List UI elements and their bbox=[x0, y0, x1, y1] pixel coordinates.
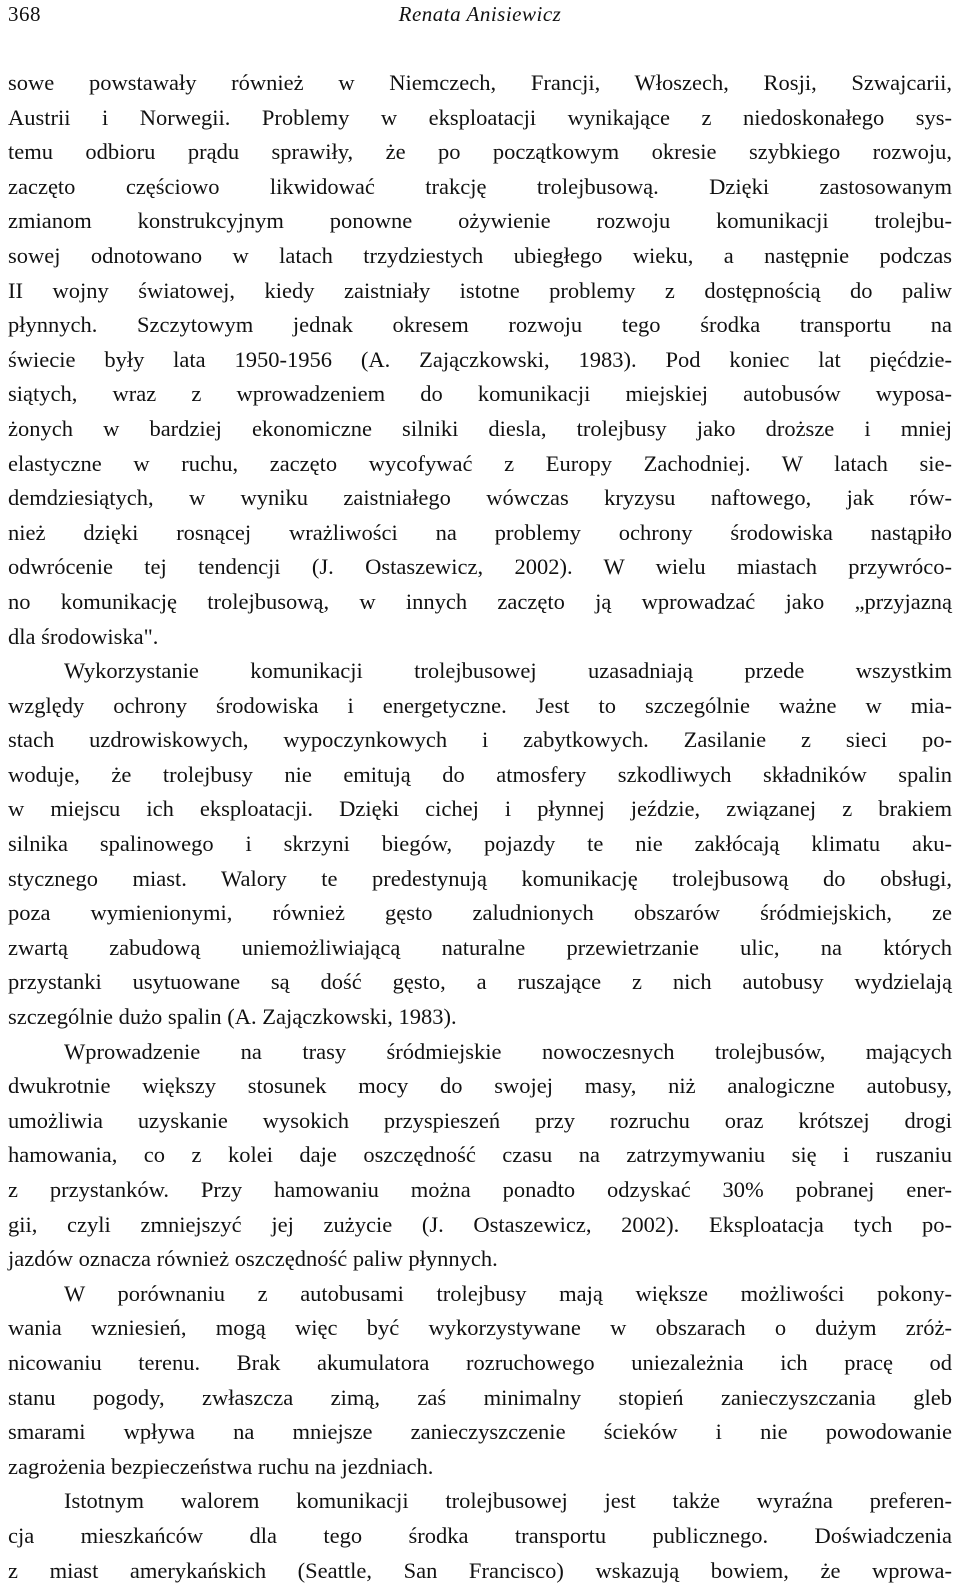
text-line: W porównaniu z autobusami trolejbusy mają większe możliwości pokony- bbox=[64, 1280, 952, 1306]
text-line: dwukrotnie większy stosunek mocy do swojej masy, niż analogiczne autobusy, bbox=[8, 1073, 952, 1099]
text-line: hamowania, co z kolei daje oszczędność czasu na zatrzymywaniu się i ruszaniu bbox=[8, 1142, 952, 1168]
text-line: jazdów oznacza również oszczędność paliw płynnych. bbox=[8, 1246, 498, 1272]
text-line: Istotnym walorem komunikacji trolejbusowej jest także wyraźna preferen- bbox=[64, 1488, 952, 1514]
body-text bbox=[8, 66, 952, 1588]
text-line: zaczęto częściowo likwidować trakcję trolejbusową. Dzięki zastosowanym bbox=[8, 173, 952, 199]
text-line: elastyczne w ruchu, zaczęto wycofywać z Europy Zachodniej. W latach sie- bbox=[8, 450, 952, 476]
text-line: wania wzniesień, mogą więc być wykorzystywane w obszarach o dużym zróż- bbox=[8, 1315, 952, 1341]
text-line: nicowaniu terenu. Brak akumulatora rozruchowego uniezależnia ich pracę od bbox=[8, 1349, 952, 1375]
text-line: II wojny światowej, kiedy zaistniały istotne problemy z dostępnością do paliw bbox=[8, 277, 952, 303]
page-header bbox=[8, 0, 952, 32]
text-line: siątych, wraz z wprowadzeniem do komunikacji miejskiej autobusów wyposa- bbox=[8, 381, 952, 407]
text-line: przystanki usytuowane są dość gęsto, a ruszające z nich autobusy wydzielają bbox=[8, 969, 952, 995]
text-line: płynnych. Szczytowym jednak okresem rozwoju tego środka transportu na bbox=[8, 312, 952, 338]
text-line: no komunikację trolejbusową, w innych zaczęto ją wprowadzać jako „przyjazną bbox=[8, 588, 952, 614]
running-head: Renata Anisiewicz bbox=[398, 2, 562, 26]
text-line: umożliwia uzyskanie wysokich przyspieszeń przy rozruchu oraz krótszej drogi bbox=[8, 1107, 952, 1133]
text-line: nież dzięki rosnącej wrażliwości na problemy ochrony środowiska nastąpiło bbox=[8, 519, 952, 545]
text-line: stach uzdrowiskowych, wypoczynkowych i zabytkowych. Zasilanie z sieci po- bbox=[8, 727, 952, 753]
text-line: odwrócenie tej tendencji (J. Ostaszewicz, 2002). W wielu miastach przywróco- bbox=[8, 554, 952, 580]
text-line: dla środowiska". bbox=[8, 623, 159, 649]
text-line: gii, czyli zmniejszyć jej zużycie (J. Ostaszewicz, 2002). Eksploatacja tych po- bbox=[8, 1211, 952, 1237]
text-line: smarami wpływa na mniejsze zanieczyszczenie ścieków i nie powodowanie bbox=[8, 1419, 952, 1445]
text-line: zmianom konstrukcyjnym ponowne ożywienie rozwoju komunikacji trolejbu- bbox=[8, 208, 952, 234]
text-line: zwartą zabudową uniemożliwiającą naturalne przewietrzanie ulic, na których bbox=[8, 934, 952, 960]
text-line: sowej odnotowano w latach trzydziestych ubiegłego wieku, a następnie podczas bbox=[8, 242, 952, 268]
text-line: cja mieszkańców dla tego środka transportu publicznego. Doświadczenia bbox=[8, 1522, 952, 1548]
text-line: Austrii i Norwegii. Problemy w eksploatacji wynikające z niedoskonałego sys- bbox=[8, 104, 952, 130]
text-line: z przystanków. Przy hamowaniu można ponadto odzyskać 30% pobranej ener- bbox=[8, 1177, 952, 1202]
text-line: stanu pogody, zwłaszcza zimą, zaś minimalny stopień zanieczyszczania gleb bbox=[8, 1384, 952, 1410]
text-line: żonych w bardziej ekonomiczne silniki diesla, trolejbusy jako droższe i mniej bbox=[8, 415, 952, 441]
text-line: szczególnie dużo spalin (A. Zajączkowski, 1983). bbox=[8, 1004, 457, 1030]
text-line: Wykorzystanie komunikacji trolejbusowej uzasadniają przede wszystkim bbox=[64, 658, 952, 684]
text-line: demdziesiątych, w wyniku zaistniałego wówczas kryzysu naftowego, jak rów- bbox=[8, 485, 952, 511]
text-line: Wprowadzenie na trasy śródmiejskie nowoczesnych trolejbusów, mających bbox=[64, 1038, 952, 1064]
text-line: silnika spalinowego i skrzyni biegów, pojazdy te nie zakłócają klimatu aku- bbox=[8, 831, 952, 857]
text-line: z miast amerykańskich (Seattle, San Francisco) wskazują bowiem, że wprowa- bbox=[8, 1557, 952, 1583]
text-line: woduje, że trolejbusy nie emitują do atmosfery szkodliwych składników spalin bbox=[8, 761, 952, 787]
text-line: świecie były lata 1950-1956 (A. Zajączkowski, 1983). Pod koniec lat pięćdzie- bbox=[8, 346, 952, 372]
text-line: poza wymienionymi, również gęsto zaludnionych obszarów śródmiejskich, ze bbox=[8, 900, 952, 926]
text-line: temu odbioru prądu sprawiły, że po początkowym okresie szybkiego rozwoju, bbox=[8, 139, 952, 165]
text-line: stycznego miast. Walory te predestynują komunikację trolejbusową do obsługi, bbox=[8, 865, 952, 891]
text-line: zagrożenia bezpieczeństwa ruchu na jezdniach. bbox=[8, 1453, 434, 1479]
text-line: względy ochrony środowiska i energetyczne. Jest to szczególnie ważne w mia- bbox=[8, 692, 952, 718]
text-line: w miejscu ich eksploatacji. Dzięki cichej i płynnej jeździe, związanej z brakiem bbox=[8, 796, 952, 822]
text-line: sowe powstawały również w Niemczech, Francji, Włoszech, Rosji, Szwajcarii, bbox=[8, 70, 952, 95]
page-number: 368 bbox=[8, 2, 41, 26]
